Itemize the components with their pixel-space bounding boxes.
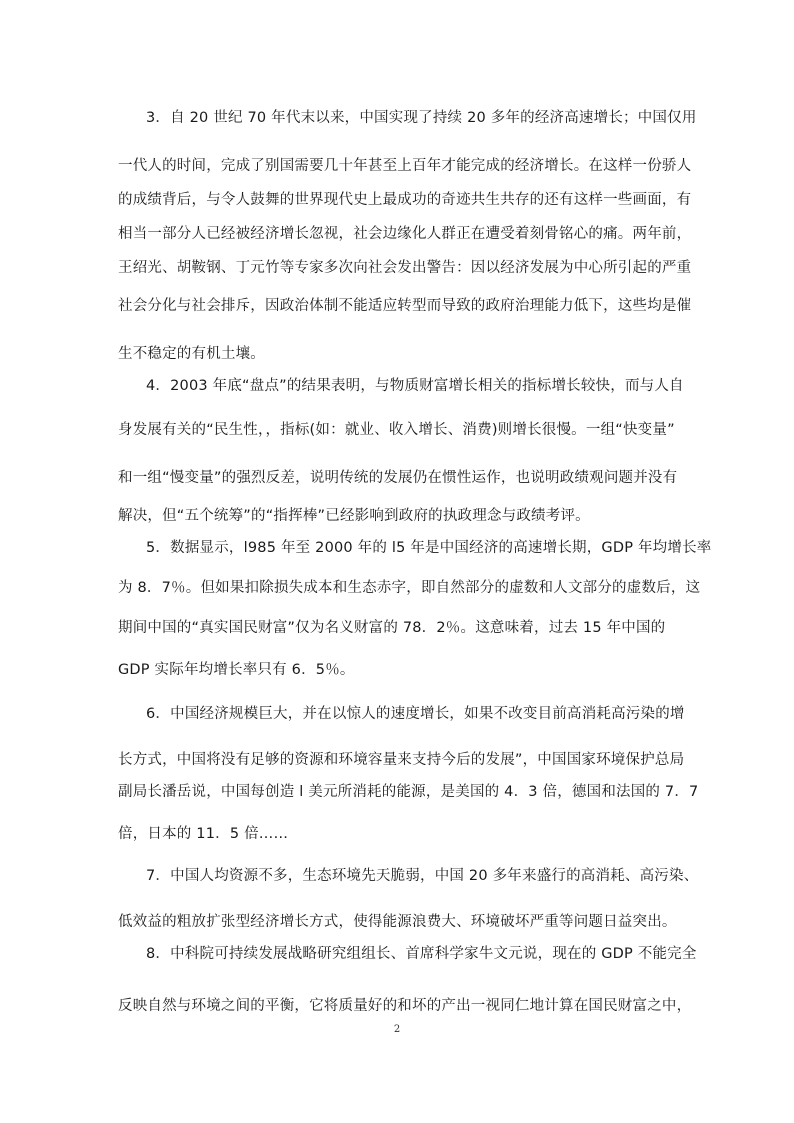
paragraph-6-line-3: 副局长潘岳说，中国每创造 l 美元所消耗的能源，是美国的 4．3 倍，德国和法国的 7．7 [118, 784, 699, 800]
paragraph-5-line-4: GDP 实际年均增长率只有 6．5％。 [118, 662, 355, 678]
paragraph-6-line-1: 6．中国经济规模巨大，并在以惊人的速度增长，如果不改变目前高消耗高污染的增 [146, 706, 685, 722]
paragraph-8-line-1: 8．中科院可持续发展战略研究组组长、首席科学家牛文元说，现在的 GDP 不能完全 [146, 946, 697, 962]
paragraph-3-line-2: 一代人的时间，完成了别国需要几十年甚至上百年才能完成的经济增长。在这样一份骄人 [118, 158, 692, 174]
paragraph-5-line-3: 期间中国的“真实国民财富”仅为名义财富的 78．2％。这意味着，过去 15 年中国的 [118, 620, 666, 636]
paragraph-3-line-4: 相当一部分人已经被经济增长忽视，社会边缘化人群正在遭受着刻骨铭心的痛。两年前， [118, 226, 692, 242]
paragraph-7-line-1: 7．中国人均资源不多，生态环境先天脆弱，中国 20 多年来盛行的高消耗、高污染、 [146, 868, 699, 884]
paragraph-3-line-3: 的成绩背后，与令人鼓舞的世界现代史上最成功的奇迹共生共存的还有这样一些画面，有 [118, 192, 692, 208]
paragraph-8-line-2: 反映自然与环境之间的平衡，它将质量好的和坏的产出一视同仁地计算在国民财富之中， [118, 998, 692, 1014]
paragraph-4-line-1: 4．2003 年底“盘点”的结果表明，与物质财富增长相关的指标增长较快，而与人自 [146, 378, 684, 394]
paragraph-7-line-2: 低效益的粗放扩张型经济增长方式，使得能源浪费大、环境破坏严重等问题日益突出。 [118, 914, 677, 930]
paragraph-3-line-5: 王绍光、胡鞍钢、丁元竹等专家多次向社会发出警告：因以经济发展为中心所引起的严重 [118, 260, 692, 276]
page-number: 2 [393, 1024, 401, 1035]
paragraph-5-line-1: 5．数据显示，l985 年至 2000 年的 l5 年是中国经济的高速增长期，GDP 年均增长率 [146, 540, 712, 556]
paragraph-6-line-4: 倍，日本的 11．5 倍…… [118, 826, 289, 842]
paragraph-3-line-1: 3．自 20 世纪 70 年代末以来，中国实现了持续 20 多年的经济高速增长；中国仅用 [146, 110, 697, 126]
paragraph-4-line-2: 身发展有关的“民生性，，指标(如：就业、收入增长、消费)则增长很慢。一组“快变量” [118, 422, 675, 438]
paragraph-6-line-2: 长方式，中国将没有足够的资源和环境容量来支持今后的发展”，中国国家环境保护总局 [118, 752, 685, 768]
paragraph-3-line-6: 社会分化与社会排斥，因政治体制不能适应转型而导致的政府治理能力低下，这些均是催 [118, 298, 692, 314]
paragraph-4-line-4: 解决，但“五个统筹”的“指挥棒”已经影响到政府的执政理念与政绩考评。 [118, 508, 590, 524]
paragraph-3-line-7: 生不稳定的有机土壤。 [118, 346, 265, 362]
paragraph-5-line-2: 为 8．7％。但如果扣除损失成本和生态赤字，即自然部分的虚数和人文部分的虚数后，这 [118, 580, 701, 596]
paragraph-4-line-3: 和一组“慢变量”的强烈反差，说明传统的发展仍在惯性运作，也说明政绩观问题并没有 [118, 470, 678, 486]
